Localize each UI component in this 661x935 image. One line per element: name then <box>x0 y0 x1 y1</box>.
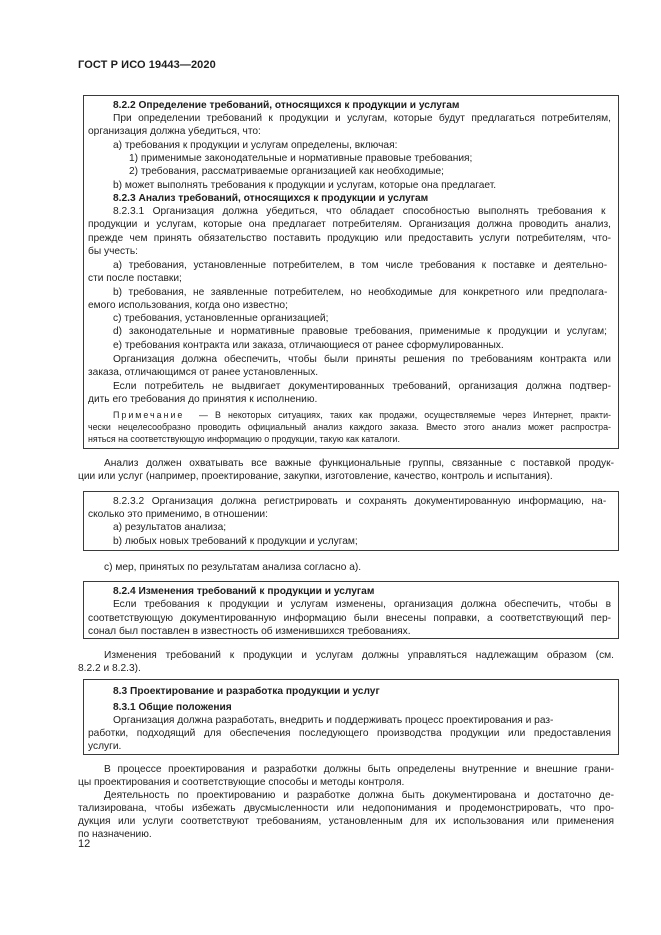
text-line: c) мер, принятых по результатам анализа согласно а). <box>104 562 362 573</box>
text-line: a) требования к продукции и услугам определены, включая: <box>113 140 398 151</box>
section-heading: 8.2.2 Определение требований, относящихся к продукции и услугам <box>113 100 460 111</box>
text-line: тализирована, чтобы избежать двусмысленности или недопонимания и продемонстрировать, что про- <box>78 803 614 814</box>
text-line: ции или услуг (например, проектирование, закупки, изготовление, качество, контроль и испытания). <box>78 471 553 482</box>
text-line: сти после поставки; <box>88 273 182 284</box>
text-line: Если потребитель не выдвигает документированных требований, организация должна подтвер- <box>113 381 611 392</box>
text-line: b) любых новых требований к продукции и услугам; <box>113 536 358 547</box>
note-line: чески нецелесообразно проводить официальный анализ каждого заказа. Вместо этого анализ может распростра- <box>88 422 611 432</box>
section-heading: 8.3 Проектирование и разработка продукции и услуг <box>113 686 380 697</box>
text-line: 8.2.3.2 Организация должна регистрировать и сохранять документированную информацию, на- <box>113 496 607 507</box>
text-line: продукции и услугам, которые она предлагает потребителям. Организация должна проводить анализ, <box>88 219 611 230</box>
text-line: дить его требования до принятия к исполнению. <box>88 394 318 405</box>
text-line: сколько это применимо, в отношении: <box>88 509 268 520</box>
text-line: Изменения требований к продукции и услугам должны управляться надлежащим образом (см. <box>104 650 614 661</box>
text-line: Если требования к продукции и услугам изменены, организация должна обеспечить, чтобы в <box>113 599 611 610</box>
text-line: В процессе проектирования и разработки должны быть определены внутренние и внешние грани- <box>104 764 614 775</box>
text-line: услуги. <box>88 741 122 752</box>
text-line: бы учесть: <box>88 246 138 257</box>
text-line: емого использования, когда оно известно; <box>88 300 288 311</box>
text-line: 2) требования, рассматриваемые организацией как необходимые; <box>129 166 444 177</box>
text-line: b) может выполнять требования к продукции и услугам, которые она предлагает. <box>113 180 497 191</box>
note-line: няться на соответствующую информацию о продукции, такую как каталоги. <box>88 434 400 444</box>
text-line: e) требования контракта или заказа, отличающиеся от ранее сформулированных. <box>113 340 504 351</box>
text-line: c) требования, установленные организацией; <box>113 313 329 324</box>
text-line: 1) применимые законодательные и нормативные правовые требования; <box>129 153 473 164</box>
text-line: При определении требований к продукции и услугам, которые будут предлагаться потребителям, <box>113 113 611 124</box>
text-line: Анализ должен охватывать все важные функциональные группы, связанные с поставкой продук- <box>104 458 614 469</box>
text-line: по назначению. <box>78 829 152 840</box>
text-line: заказа, отличающимся от ранее установленных. <box>88 367 319 378</box>
note-line: — В некоторых ситуациях, таких как продажи, осуществляемые через Интернет, практи- <box>199 410 611 420</box>
text-line: Деятельность по проектированию и разработке должна быть документирована и достаточно де- <box>104 790 614 801</box>
text-line: 8.2.3.1 Организация должна убедиться, что обладает способностью выполнять требования к <box>113 206 606 217</box>
text-line: d) законодательные и нормативные правовые требования, применимые к продукции и услугам; <box>113 326 608 337</box>
text-line: 8.2.2 и 8.2.3). <box>78 663 141 674</box>
text-line: дукция или услуги соответствуют требованиям, установленным для их использования или применения <box>78 816 614 827</box>
section-heading: 8.2.3 Анализ требований, относящихся к продукции и услугам <box>113 193 429 204</box>
text-line: b) требования, не заявленные потребителем, но необходимые для конкретного или предполага- <box>113 287 608 298</box>
section-heading: 8.2.4 Изменения требований к продукции и услугам <box>113 586 375 597</box>
text-line: работки, подходящий для обеспечения последующего производства продукции или предоставления <box>88 728 611 739</box>
text-line: соответствующую документированную информацию были внесены поправки, а соответствующий пер- <box>88 613 611 624</box>
text-line: прежде чем принять обязательство поставить продукцию или предоставить услуги потребителям, что- <box>88 233 611 244</box>
text-line: Организация должна обеспечить, чтобы были приняты решения по требованиям контракта или <box>113 354 611 365</box>
note-line: Примечание <box>113 410 185 420</box>
text-line: Организация должна разработать, внедрить и поддерживать процесс проектирования и раз- <box>113 715 554 726</box>
section-heading: 8.3.1 Общие положения <box>113 702 232 713</box>
text-line: a) результатов анализа; <box>113 522 227 533</box>
text-line: сонал был поставлен в известность об изменившихся требованиях. <box>88 626 411 637</box>
document-header: ГОСТ Р ИСО 19443—2020 <box>78 59 216 71</box>
page-number: 12 <box>78 838 91 850</box>
text-line: a) требования, установленные потребителем, в том числе требования к поставке и деятельно- <box>113 260 608 271</box>
text-line: организация должна убедиться, что: <box>88 126 261 137</box>
text-line: цы проектирования и соответствующие способы и методы контроля. <box>78 777 405 788</box>
